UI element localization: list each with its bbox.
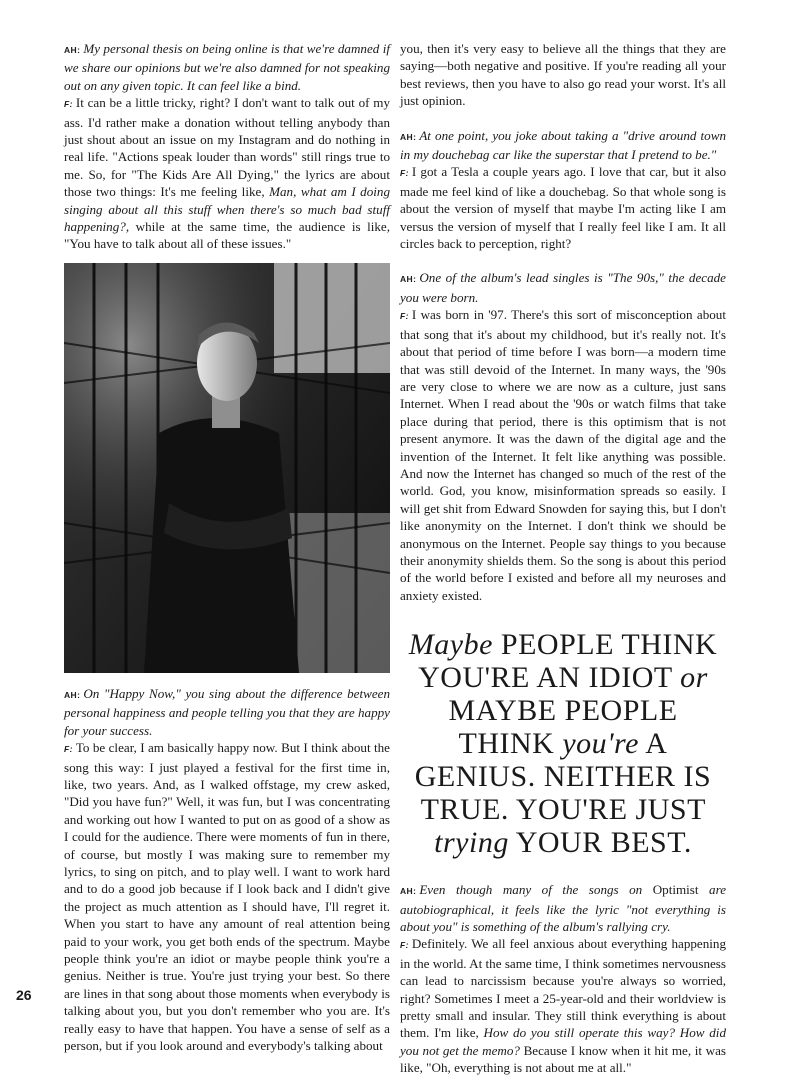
speaker-tag-artist: F: xyxy=(64,744,73,755)
question-1-text: My personal thesis on being online is that we're damned if we share our opinions but we're also damned for not speaking out on any given topic. It can feel like a bind. xyxy=(64,41,390,93)
answer-5 xyxy=(400,935,726,1076)
answer-5-italic: How do you still operate this way? How did you not get the memo? xyxy=(400,1025,726,1058)
question-5-text: Even though many of the songs on xyxy=(419,882,643,898)
pull-quote-text: MAYBE PEOPLE THINK xyxy=(448,694,678,761)
pull-quote-italic: you're xyxy=(562,727,639,761)
question-5 xyxy=(400,881,726,935)
answer-5-text-end: Because I know when it hit me, it was like, "Oh, everything is not about me at all." xyxy=(400,1042,726,1076)
page-number: 26 xyxy=(16,987,32,1003)
answer-2 xyxy=(64,739,390,1054)
pull-quote-text: A GENIUS. NEITHER IS TRUE. YOU'RE JUST xyxy=(414,727,712,827)
right-column xyxy=(400,40,726,1077)
answer-5-text: Definitely. We all feel anxious about everything happening in the world. At the same time, I think sometimes nervousness can lead to narcissism because you're always so worried, right? Sometimes I meet a 25-year-old and their worldview is pretty small and insular. They still think everything is about them. I'm like, xyxy=(400,936,726,1041)
artist-photo xyxy=(64,263,390,673)
speaker-tag-interviewer: AH: xyxy=(400,274,417,285)
pull-quote xyxy=(400,628,726,859)
artist-portrait-image xyxy=(64,263,390,673)
question-2 xyxy=(64,685,390,739)
question-4-text: One of the album's lead singles is "The 90s," the decade you were born. xyxy=(400,270,726,305)
answer-1-text-end: while at the same time, the audience is like, "You have to talk about all of these issues." xyxy=(64,219,390,252)
answer-1-text: It can be a little tricky, right? I don't want to talk out of my ass. I'd rather make a donation without telling anybody than just shout about an issue on my Instagram and do nothing in real life. "Actions speak louder than words" still rings true to me. So, for "The Kids Are All Dying," the lyrics are about those two things: It's me feeling like, xyxy=(64,95,390,200)
speaker-tag-interviewer: AH: xyxy=(64,45,81,55)
question-2-text: On "Happy Now," you sing about the difference between personal happiness and people telling you that they are happy for your success. xyxy=(64,685,390,738)
question-4 xyxy=(400,269,726,306)
pull-quote-italic: Maybe xyxy=(408,628,493,662)
answer-1-italic: Man, what am I doing singing about all this stuff when there's so much bad stuff happening?, xyxy=(64,184,390,235)
answer-2-continued: you, then it's very easy to believe all the things that they are saying—both negative and positive. If you're reading all your best reviews, then you have to also go read your worst. It's all just opinion. xyxy=(400,41,726,109)
answer-3 xyxy=(400,163,726,252)
question-3 xyxy=(400,127,726,164)
speaker-tag-interviewer: AH: xyxy=(64,689,81,700)
question-3-text: At one point, you joke about taking a "drive around town in my douchebag car like the superstar that I pretend to be." xyxy=(400,127,726,163)
question-1 xyxy=(64,40,390,94)
speaker-tag-interviewer: AH: xyxy=(400,886,417,897)
album-title: Optimist xyxy=(652,882,699,898)
answer-1 xyxy=(64,94,390,253)
answer-4-text: I was born in '97. There's this sort of misconception about that song that it's about my childhood, but it's really not. It's about that period of time before I was born—a modern time that was still devoid of the Internet. In many ways, the '90s are very close to where we are now as a culture, just sans Internet. When I read about the '90s or watch films that take place during that period, there is this optimism that is not present anymore. It was the dawn of the digital age and the invention of the Internet. It felt like anything was possible. And now the Internet has changed so much of the rest of the world. God, you know, misinformation spreads so easily. I will get shit from Edward Snowden for saying this, but I don't like anonymity on the Internet. I don't think we should be anonymous on the Internet. People say things to you because their anonymity shields them. So the song is about this period of the world before I existed and before all my neuroses and anxiety existed. xyxy=(400,307,726,603)
question-5-text-end: are autobiographical, it feels like the lyric "not everything is about you" is something of the album's rallying cry. xyxy=(400,882,726,934)
speaker-tag-artist: F: xyxy=(400,940,409,951)
answer-3-text: I got a Tesla a couple years ago. I love that car, but it also made me feel kind of like a douchebag. So that whole song is about the version of myself that maybe I'm acting like I am versus the version of myself that I really feel like I am. It all circles back to perception, right? xyxy=(400,164,726,252)
pull-quote-italic: or xyxy=(680,661,708,695)
pull-quote-text: PEOPLE THINK YOU'RE AN IDIOT xyxy=(418,628,718,695)
speaker-tag-artist: F: xyxy=(400,311,409,322)
left-column xyxy=(64,40,390,1054)
answer-4 xyxy=(400,306,726,604)
speaker-tag-artist: F: xyxy=(64,99,73,110)
pull-quote-italic: trying xyxy=(434,826,509,860)
answer-2-text: To be clear, I am basically happy now. But I think about the song this way: I just played a festival for the first time in, like, two years. And, as I walked offstage, my crew asked, "Did you have fun?" Well, it was fun, but I was concentrating and working out how I wanted to put on as good of a show as I could for the audience. There were moments of fun in there, of course, but mostly I was making sure to remember my lyrics, to sing on pitch, and to play well. I want to work hard and to do a good job because if I look back and I didn't give the project as much attention as I should have, I'll regret it. When you start to have any amount of real attention being paid to your work, you get both ends of the spectrum. Maybe people think you're an idiot or maybe people think you're a genius. Neither is true. You're just trying your best. So there are lines in that song about those moments when everybody is talking about you, but you don't remember who you are. It's really easy to have that happen. You have a sense of self as a person, but if you look around and everybody's talking about xyxy=(64,740,390,1053)
speaker-tag-interviewer: AH: xyxy=(400,131,417,142)
pull-quote-text: YOUR BEST. xyxy=(515,826,692,860)
speaker-tag-artist: F: xyxy=(400,168,409,179)
